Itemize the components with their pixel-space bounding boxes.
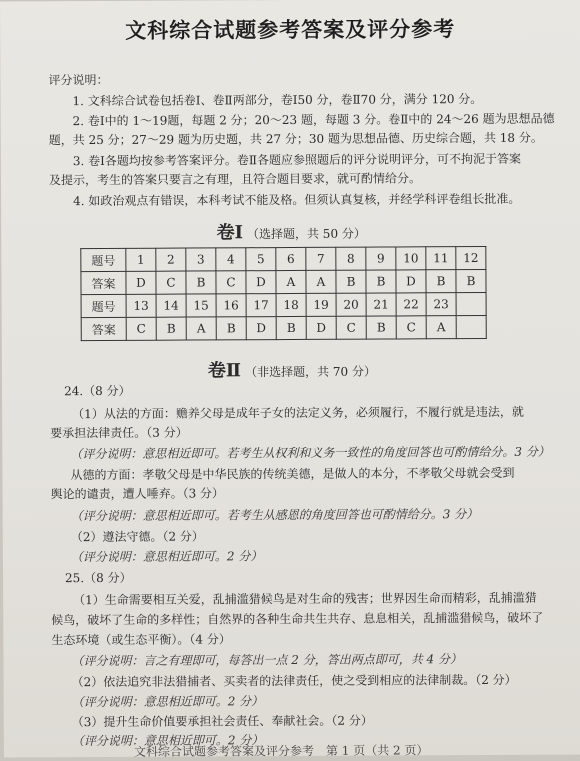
table-cell: D xyxy=(306,316,336,339)
table-cell: 6 xyxy=(276,247,306,270)
scoring-note: （评分说明：言之有理即可，每答出一点 2 分，答出两点即可，共 4 分） xyxy=(71,652,463,669)
table-row-nums-1 xyxy=(81,246,486,271)
table-cell: 21 xyxy=(366,293,396,316)
page-footer: 文科综合试题参考答案及评分参考 第 1 页（共 2 页） xyxy=(133,743,429,759)
table-cell: 14 xyxy=(156,294,186,317)
table-cell: 23 xyxy=(426,293,456,316)
table-cell: 15 xyxy=(186,294,216,317)
answer-24-1b: 从德的方面：孝敬父母是中华民族的传统美德，是做人的本分，不孝敬父母就会受到 xyxy=(70,465,515,483)
table-cell: C xyxy=(396,316,426,339)
table-cell: D xyxy=(396,270,426,293)
row-label: 题号 xyxy=(81,294,126,317)
table-cell: 2 xyxy=(156,248,186,271)
intro-item-2: 2. 卷Ⅰ中的 1～19题，每题 2 分；20～23 题，每题 3 分。卷Ⅱ中的 24～26 题为思想品德 xyxy=(72,111,555,129)
intro-item-3: 3. 卷Ⅰ各题均按参考答案评分。卷Ⅱ各题应参照题后的评分说明评分，可不拘泥于答案 xyxy=(72,151,522,169)
table-cell: 22 xyxy=(396,293,426,316)
answer-24-1b-cont: 舆论的谴责，遭人唾弃。（3 分） xyxy=(50,486,225,502)
table-cell: 16 xyxy=(216,294,246,317)
table-cell xyxy=(456,292,486,315)
table-cell: B xyxy=(186,271,216,294)
answer-25-1: （1）生命需要相互关爱，乱捕滥猎候鸟是对生命的残害；世界因生命而精彩，乱捕滥猎 xyxy=(73,590,537,608)
table-cell: 9 xyxy=(366,247,396,270)
table-cell: 7 xyxy=(306,247,336,270)
page-title: 文科综合试题参考答案及评分参考 xyxy=(125,16,456,43)
section-1-desc: （选择题，共 50 分） xyxy=(246,226,366,242)
intro-item-1: 1. 文科综合试卷包括卷Ⅰ、卷Ⅱ两部分，卷Ⅰ50 分，卷Ⅱ70 分，满分 120 分。 xyxy=(72,91,483,109)
table-row-nums-2 xyxy=(81,292,486,317)
table-cell: 8 xyxy=(336,247,366,270)
answer-24-1-cont: 要承担法律责任。（3 分） xyxy=(50,425,188,441)
scoring-note: （评分说明：意思相近即可。若考生从权利和义务一致性的角度回答也可酌情给分。3 分） xyxy=(70,444,550,462)
table-cell: 3 xyxy=(186,248,216,271)
section-1-name: 卷Ⅰ xyxy=(216,222,244,244)
table-cell: B xyxy=(426,270,456,293)
scoring-note: （评分说明：意思相近即可。2 分） xyxy=(71,694,264,710)
intro-label: 评分说明： xyxy=(48,72,109,88)
table-cell: C xyxy=(126,317,156,340)
table-cell: 1 xyxy=(126,248,156,271)
section-2-heading xyxy=(2,354,580,383)
row-label: 答案 xyxy=(81,271,126,294)
section-2-desc: （非选择题，共 70 分） xyxy=(245,364,377,380)
table-cell: B xyxy=(276,316,306,339)
row-label: 答案 xyxy=(81,317,126,340)
table-cell: 11 xyxy=(426,247,456,270)
table-cell: A xyxy=(276,270,306,293)
table-cell: 4 xyxy=(216,248,246,271)
answer-25-3: （3）提升生命价值要承担社会责任、奉献社会。（2 分） xyxy=(71,713,373,730)
question-25-heading: 25.（8 分） xyxy=(64,570,132,586)
table-cell: D xyxy=(246,271,276,294)
table-cell: 20 xyxy=(336,293,366,316)
table-cell: 13 xyxy=(126,294,156,317)
table-cell: C xyxy=(336,316,366,339)
question-24-heading: 24.（8 分） xyxy=(64,383,131,399)
intro-item-3-cont: 及提示，考生的答案只要言之有理，且符合题目要求，就可酌情给分。 xyxy=(48,171,421,188)
intro-item-4: 4. 如政治观点有错误，本科考试不能及格。但须认真复核，并经学科评卷组长批准。 xyxy=(73,191,521,209)
table-cell: B xyxy=(366,316,396,339)
table-cell: 10 xyxy=(396,247,426,270)
table-cell: D xyxy=(246,317,276,340)
table-cell: 12 xyxy=(456,246,486,269)
table-cell: C xyxy=(156,271,186,294)
table-cell: A xyxy=(306,270,336,293)
table-cell: B xyxy=(216,317,246,340)
intro-item-2-cont: 题，共 25 分；27～29 题为历史题，共 27 分；30 题为思想品德、历史综合题，共 18 分。 xyxy=(48,130,543,148)
answer-24-1: （1）从法的方面：赡养父母是成年子女的法定义务，必须履行，不履行就是违法，就 xyxy=(72,404,524,422)
section-1-heading xyxy=(1,216,580,245)
table-cell: B xyxy=(336,270,366,293)
row-label: 题号 xyxy=(81,248,126,271)
table-cell: B xyxy=(366,270,396,293)
table-cell: 17 xyxy=(246,294,276,317)
answer-25-1-cont: 候鸟，破坏了生命的多样性；自然界的各种生命共生共存、息息相关，乱捕滥猎候鸟，破坏了 xyxy=(51,610,544,628)
table-cell: A xyxy=(186,317,216,340)
answer-25-1-cont2: 生态环境（或生态平衡）。（4 分） xyxy=(51,632,231,648)
table-cell: 18 xyxy=(276,293,306,316)
scoring-note: （评分说明：意思相近即可。若考生从感恩的角度回答也可酌情给分。3 分） xyxy=(70,507,479,524)
table-cell: 5 xyxy=(246,248,276,271)
scoring-note: （评分说明：意思相近即可。2 分） xyxy=(71,733,264,749)
table-cell: B xyxy=(456,269,486,292)
table-cell: D xyxy=(126,271,156,294)
answer-table xyxy=(80,246,486,341)
section-2-name: 卷Ⅱ xyxy=(207,360,242,382)
table-row-answers-1 xyxy=(81,269,486,294)
answer-25-2: （2）依法追究非法猎捕者、买卖者的法律责任，使之受到相应的法律制裁。（2 分） xyxy=(71,672,517,690)
table-cell: C xyxy=(216,271,246,294)
table-cell: A xyxy=(426,316,456,339)
table-cell: 19 xyxy=(306,293,336,316)
answer-24-2: （2）遵法守德。（2 分） xyxy=(70,529,204,545)
table-cell xyxy=(456,315,486,338)
table-row-answers-2 xyxy=(81,315,486,340)
scoring-note: （评分说明：意思相近即可。2 分） xyxy=(70,549,263,565)
table-cell: B xyxy=(156,317,186,340)
